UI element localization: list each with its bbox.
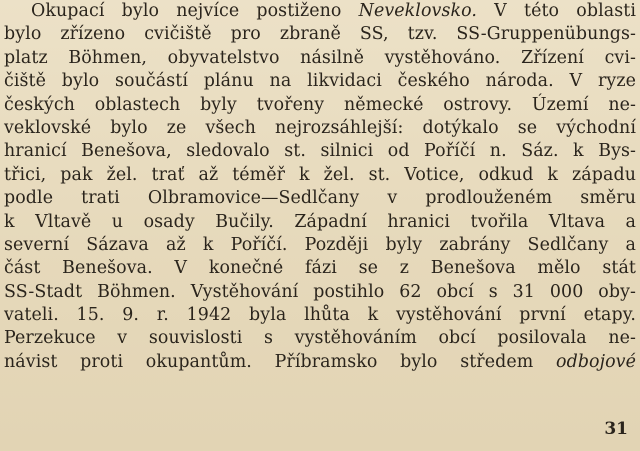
text-segment: čiště bylo součástí plánu na likvidaci českého národa. V ryze: [4, 71, 636, 92]
text-line: [4, 140, 636, 163]
text-line: [4, 351, 636, 374]
text-segment: veklovské bylo ze všech nejrozsáhlejší: dotýkalo se východní: [4, 117, 636, 138]
text-segment: SS-Stadt Böhmen. Vystěhování postihlo 62 obcí s 31 000 oby-: [4, 281, 636, 302]
text-line: [4, 47, 636, 70]
text-line: [4, 211, 636, 234]
page-number: 31: [604, 419, 628, 439]
text-segment: Okupací bylo nejvíce postiženo: [31, 1, 359, 21]
text-segment: českých oblastech byly tvořeny německé ostrovy. Území ne-: [4, 94, 636, 115]
italic-text: odbojové: [556, 351, 636, 372]
text-line: [4, 164, 636, 187]
text-line: [4, 234, 636, 257]
text-segment: severní Sázava až k Poříčí. Později byly zabrány Sedlčany a: [4, 234, 636, 255]
text-segment: vateli. 15. 9. r. 1942 byla lhůta k vystěhování první etapy.: [4, 305, 636, 326]
text-segment: platz Böhmen, obyvatelstvo násilně vystěhováno. Zřízení cvi-: [4, 47, 636, 68]
text-line: [4, 187, 636, 210]
text-line: [4, 304, 636, 327]
text-line: [4, 0, 636, 23]
text-line: [4, 70, 636, 93]
text-segment: část Benešova. V konečné fázi se z Benešova mělo stát: [4, 258, 636, 279]
text-segment: bylo zřízeno cvičiště pro zbraně SS, tzv. SS-Gruppenübungs-: [4, 24, 636, 45]
text-line: [4, 327, 636, 350]
text-segment: podle trati Olbramovice—Sedlčany v prodlouženém směru: [4, 188, 636, 209]
text-line: [4, 94, 636, 117]
text-segment: hranicí Benešova, sledovalo st. silnici od Poříčí n. Sáz. k Bys-: [4, 141, 636, 162]
text-line: [4, 281, 636, 304]
text-line: [4, 23, 636, 46]
text-segment: Perzekuce v souvislosti s vystěhováním obcí posilovala ne-: [4, 328, 636, 349]
text-line: [4, 117, 636, 140]
text-line: [4, 257, 636, 280]
text-segment: k Vltavě u osady Bučily. Západní hranici tvořila Vltava a: [4, 211, 636, 232]
text-segment: V této oblasti: [477, 1, 636, 21]
text-segment: návist proti okupantům. Příbramsko bylo středem: [4, 351, 557, 372]
body-text: [4, 0, 636, 374]
italic-text: Neveklovsko.: [358, 1, 478, 21]
text-segment: třici, pak žel. trať až téměř k žel. st. Votice, odkud k západu: [4, 164, 636, 185]
